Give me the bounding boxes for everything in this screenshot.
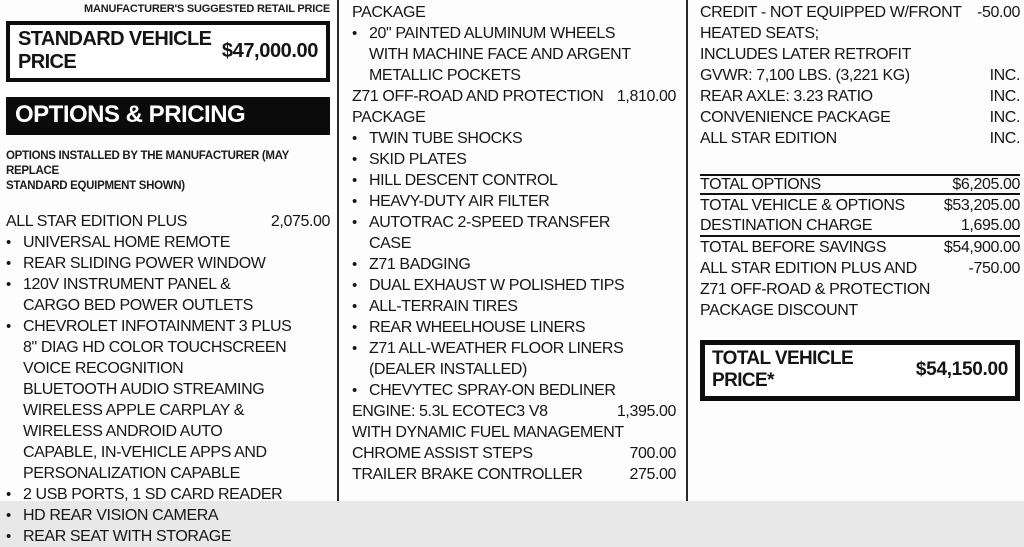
note-line-1: OPTIONS INSTALLED BY THE MANUFACTURER (MAY REPLACE — [6, 150, 289, 177]
option-line — [352, 464, 676, 485]
summary-text: REAR AXLE: 3.23 RATIO — [700, 88, 873, 105]
total-vehicle-price-label: TOTAL VEHICLE PRICE* — [712, 348, 854, 391]
option-line — [352, 212, 676, 233]
bullet-icon: • — [352, 214, 357, 231]
total-row — [700, 258, 1020, 279]
option-line — [352, 2, 676, 23]
option-text: HD REAR VISION CAMERA — [23, 507, 219, 524]
note-line-2: STANDARD EQUIPMENT SHOWN) — [6, 180, 185, 192]
option-line — [6, 253, 330, 274]
option-line — [352, 359, 676, 380]
total-row — [700, 279, 1020, 300]
options-list-left — [6, 211, 330, 547]
option-text: REAR SLIDING POWER WINDOW — [23, 255, 266, 272]
manufacturer-options-note — [6, 149, 330, 194]
total-label: ALL STAR EDITION PLUS AND — [700, 260, 917, 277]
option-text: CHEVYTEC SPRAY-ON BEDLINER — [369, 382, 616, 399]
summary-text: ALL STAR EDITION — [700, 130, 837, 147]
total-label: TOTAL VEHICLE & OPTIONS — [700, 197, 905, 214]
option-text: TRAILER BRAKE CONTROLLER — [352, 466, 583, 483]
option-text: DUAL EXHAUST W POLISHED TIPS — [369, 277, 625, 294]
summary-line — [700, 44, 1020, 65]
option-line — [6, 526, 330, 547]
right-column — [688, 0, 1024, 501]
summary-text: CREDIT - NOT EQUIPPED W/FRONT — [700, 4, 962, 21]
option-line — [6, 295, 330, 316]
msrp-heading: MANUFACTURER'S SUGGESTED RETAIL PRICE — [84, 3, 330, 15]
total-row — [700, 174, 1020, 195]
bullet-icon: • — [6, 318, 11, 335]
option-text: HEAVY-DUTY AIR FILTER — [369, 193, 550, 210]
bullet-icon: • — [352, 277, 357, 294]
middle-column — [339, 0, 686, 501]
option-line — [352, 149, 676, 170]
option-line — [6, 232, 330, 253]
option-text: ALL STAR EDITION PLUS — [6, 213, 187, 230]
option-line — [352, 233, 676, 254]
total-row — [700, 300, 1020, 321]
total-vehicle-price-box — [700, 340, 1020, 401]
bullet-icon: • — [6, 528, 11, 545]
total-value: $54,900.00 — [943, 239, 1020, 256]
option-line — [352, 44, 676, 65]
bullet-icon: • — [352, 25, 357, 42]
option-text: ALL-TERRAIN TIRES — [369, 298, 518, 315]
option-line — [6, 358, 330, 379]
totals-table — [700, 174, 1020, 321]
option-text: VOICE RECOGNITION — [23, 360, 184, 377]
option-line — [6, 463, 330, 484]
option-line — [352, 443, 676, 464]
option-line — [6, 421, 330, 442]
option-price: 1,395.00 — [616, 403, 676, 420]
bullet-icon: • — [6, 486, 11, 503]
option-text: Z71 BADGING — [369, 256, 471, 273]
summary-text: INCLUDES LATER RETROFIT — [700, 46, 911, 63]
bullet-icon: • — [352, 172, 357, 189]
summary-line — [700, 65, 1020, 86]
option-price: 700.00 — [629, 445, 676, 462]
bullet-icon: • — [352, 130, 357, 147]
option-price: 2,075.00 — [270, 213, 330, 230]
total-label: DESTINATION CHARGE — [700, 217, 873, 234]
option-line — [352, 65, 676, 86]
option-line — [352, 296, 676, 317]
total-value: -750.00 — [968, 260, 1020, 277]
bullet-icon: • — [352, 256, 357, 273]
bullet-icon: • — [352, 151, 357, 168]
option-line — [352, 86, 676, 107]
summary-line — [700, 86, 1020, 107]
total-row — [700, 195, 1020, 216]
total-row — [700, 216, 1020, 237]
option-line — [6, 484, 330, 505]
bullet-icon: • — [352, 340, 357, 357]
option-line — [6, 274, 330, 295]
option-price: 1,810.00 — [616, 88, 676, 105]
option-text: 8" DIAG HD COLOR TOUCHSCREEN — [23, 339, 287, 356]
option-text: WITH MACHINE FACE AND ARGENT — [369, 46, 631, 63]
option-text: TWIN TUBE SHOCKS — [369, 130, 523, 147]
options-list-middle — [352, 2, 676, 485]
option-text: 2 USB PORTS, 1 SD CARD READER — [23, 486, 283, 503]
total-row — [700, 237, 1020, 258]
option-line — [352, 275, 676, 296]
option-text: WIRELESS APPLE CARPLAY & — [23, 402, 245, 419]
option-line — [6, 442, 330, 463]
bullet-icon: • — [6, 276, 11, 293]
option-text: CARGO BED POWER OUTLETS — [23, 297, 253, 314]
option-line — [352, 191, 676, 212]
option-line — [352, 401, 676, 422]
option-line — [352, 338, 676, 359]
option-text: REAR WHEELHOUSE LINERS — [369, 319, 586, 336]
total-label: Z71 OFF-ROAD & PROTECTION — [700, 281, 931, 298]
summary-line — [700, 2, 1020, 23]
bullet-icon: • — [6, 255, 11, 272]
total-value: $53,205.00 — [943, 197, 1020, 214]
option-line — [352, 422, 676, 443]
option-text: ENGINE: 5.3L ECOTEC3 V8 — [352, 403, 548, 420]
left-column — [0, 0, 337, 545]
option-line — [6, 337, 330, 358]
total-label: TOTAL OPTIONS — [700, 176, 821, 193]
standard-vehicle-price-box — [6, 21, 330, 82]
option-line — [6, 400, 330, 421]
option-text: REAR SEAT WITH STORAGE — [23, 528, 232, 545]
option-text: Z71 OFF-ROAD AND PROTECTION — [352, 88, 604, 105]
option-text: PACKAGE — [352, 4, 426, 21]
bullet-icon: • — [352, 382, 357, 399]
summary-line — [700, 107, 1020, 128]
summary-line — [700, 128, 1020, 149]
option-text: WIRELESS ANDROID AUTO — [23, 423, 223, 440]
bullet-icon: • — [352, 319, 357, 336]
option-line — [6, 379, 330, 400]
option-price: 275.00 — [629, 466, 676, 483]
option-text: HILL DESCENT CONTROL — [369, 172, 558, 189]
total-value: $6,205.00 — [952, 176, 1020, 193]
standard-vehicle-price-label: STANDARD VEHICLE PRICE — [18, 28, 212, 73]
option-text: PERSONALIZATION CAPABLE — [23, 465, 240, 482]
bullet-icon: • — [352, 193, 357, 210]
standard-vehicle-price-value: $47,000.00 — [221, 39, 318, 62]
option-text: METALLIC POCKETS — [369, 67, 521, 84]
total-vehicle-price-value: $54,150.00 — [915, 359, 1008, 380]
option-text: PACKAGE — [352, 109, 426, 126]
option-text: CHEVROLET INFOTAINMENT 3 PLUS — [23, 318, 292, 335]
summary-price: INC. — [989, 109, 1020, 126]
option-line — [6, 505, 330, 526]
bullet-icon: • — [6, 507, 11, 524]
summary-price: INC. — [989, 88, 1020, 105]
option-text: BLUETOOTH AUDIO STREAMING — [23, 381, 265, 398]
options-pricing-banner: OPTIONS & PRICING — [6, 97, 330, 135]
summary-price: -50.00 — [977, 4, 1020, 21]
bullet-icon: • — [6, 234, 11, 251]
summary-price: INC. — [989, 67, 1020, 84]
option-line — [352, 317, 676, 338]
option-line — [352, 128, 676, 149]
summary-price: INC. — [989, 130, 1020, 147]
summary-lines — [700, 2, 1020, 149]
summary-text: HEATED SEATS; — [700, 25, 819, 42]
summary-text: CONVENIENCE PACKAGE — [700, 109, 891, 126]
option-text: CASE — [369, 235, 411, 252]
option-text: CAPABLE, IN-VEHICLE APPS AND — [23, 444, 267, 461]
option-line — [6, 316, 330, 337]
option-text: UNIVERSAL HOME REMOTE — [23, 234, 231, 251]
total-label: PACKAGE DISCOUNT — [700, 302, 858, 319]
bullet-icon: • — [352, 298, 357, 315]
option-text: (DEALER INSTALLED) — [369, 361, 527, 378]
summary-line — [700, 23, 1020, 44]
option-text: AUTOTRAC 2-SPEED TRANSFER — [369, 214, 611, 231]
total-label: TOTAL BEFORE SAVINGS — [700, 239, 887, 256]
summary-text: GVWR: 7,100 LBS. (3,221 KG) — [700, 67, 910, 84]
option-line — [352, 254, 676, 275]
option-line — [352, 23, 676, 44]
option-text: WITH DYNAMIC FUEL MANAGEMENT — [352, 424, 624, 441]
option-line — [6, 211, 330, 232]
option-text: SKID PLATES — [369, 151, 467, 168]
option-text: 120V INSTRUMENT PANEL & — [23, 276, 231, 293]
option-text: CHROME ASSIST STEPS — [352, 445, 533, 462]
option-line — [352, 107, 676, 128]
option-line — [352, 380, 676, 401]
option-text: 20" PAINTED ALUMINUM WHEELS — [369, 25, 616, 42]
option-text: Z71 ALL-WEATHER FLOOR LINERS — [369, 340, 624, 357]
option-line — [352, 170, 676, 191]
total-value: 1,695.00 — [960, 217, 1020, 234]
